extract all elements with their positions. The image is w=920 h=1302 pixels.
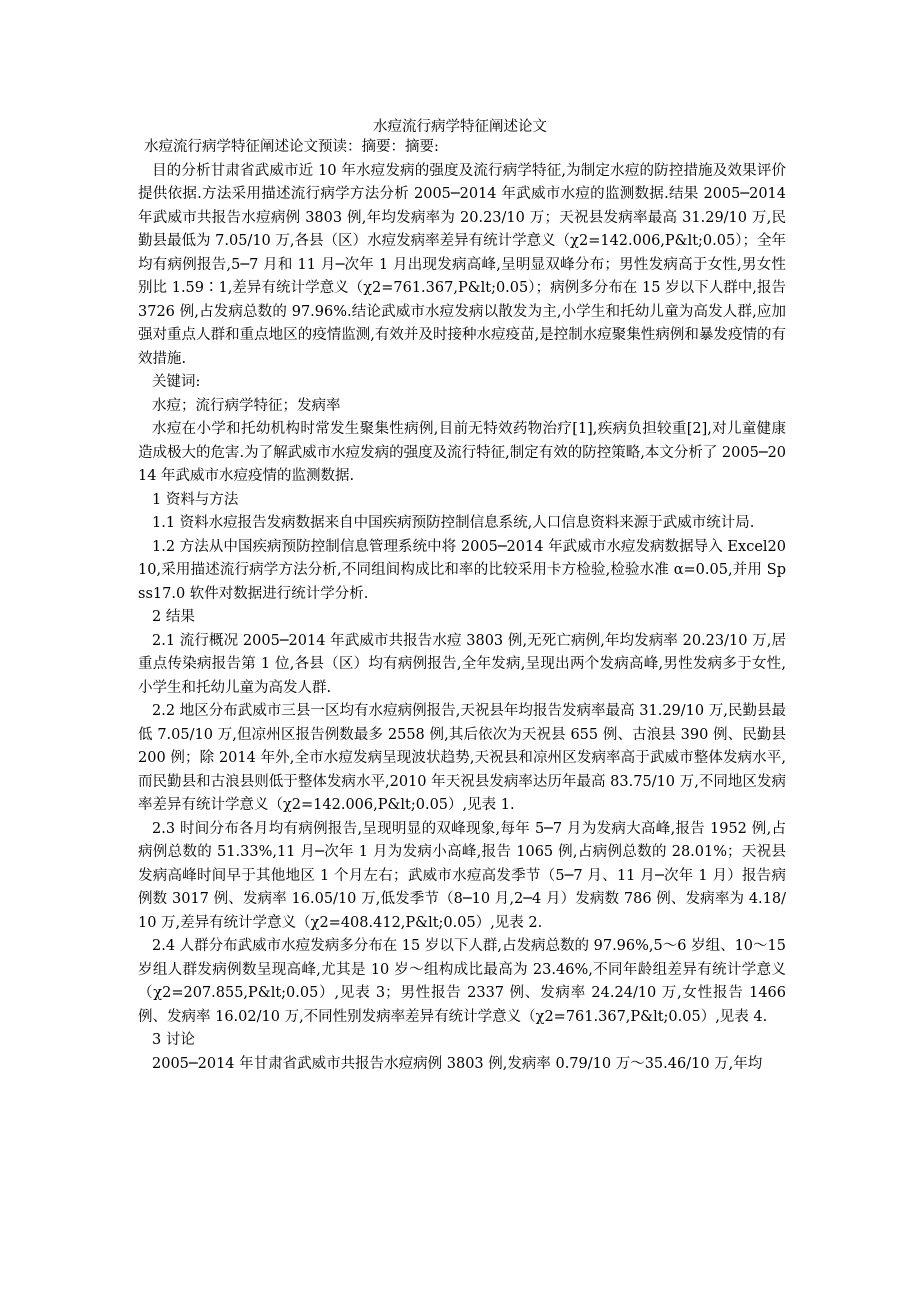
section-heading-methods: 1 资料与方法 — [152, 491, 239, 508]
keywords-list: 水痘；流行病学特征；发病率 — [152, 397, 341, 414]
preview-line: 水痘流行病学特征阐述论文预读：摘要：摘要: — [144, 139, 439, 155]
results-paragraph-3: 2.3 时间分布各月均有病例报告,呈现明显的双峰现象,每年 5─7 月为发病大高峰,报告 1952 例,占病例总数的 51.33%,11 月─次年 1 月为发病小高峰,报告 1065 例,占病例总数的 28.01%；天祝县发病高峰时间早于其他地区 1 个月左右；武威市水痘高发季节（5─7 月、11 月─次年 1 月）报告病例数 3017 例、发病率 16.05/10 万,低发季节（8─10 月,2─4 月）发病数 786 例、发病率为 4.18/10 万,差异有统计学意义（χ2=408.412,P&lt;0.05）,见表 2. — [138, 820, 786, 931]
results-paragraph-1: 2.1 流行概况 2005─2014 年武威市共报告水痘 3803 例,无死亡病例,年均发病率 20.23/10 万,居重点传染病报告第 1 位,各县（区）均有病例报告,全年发病,呈现出两个发病高峰,男性发病多于女性,小学生和托幼儿童为高发人群. — [138, 632, 786, 696]
document-title: 水痘流行病学特征阐述论文 — [373, 119, 547, 135]
section-heading-results: 2 结果 — [152, 609, 195, 625]
abstract-paragraph: 目的分析甘肃省武威市近 10 年水痘发病的强度及流行病学特征,为制定水痘的防控措施及效果评价提供依据.方法采用描述流行病学方法分析 2005─2014 年武威市水痘的监测数据.结果 2005─2014 年武威市共报告水痘病例 3803 例,年均发病率为 20.23/10 万；天祝县发病率最高 31.29/10 万,民勤县最低为 7.05/10 万,各县（区）水痘发病率差异有统计学意义（χ2=142.006,P&lt;0.05）；全年均有病例报告,5─7 月和 11 月─次年 1 月出现发病高峰,呈明显双峰分布；男性发病高于女性,男女性别比 1.59∶1,差异有统计学意义（χ2=761.367,P&lt;0.05）；病例多分布在 15 岁以下人群中,报告 3726 例,占发病总数的 97.96%.结论武威市水痘发病以散发为主,小学生和托幼儿童为高发人群,应加强对重点人群和重点地区的疫情监测,有效并及时接种水痘疫苗,是控制水痘聚集性病例和暴发疫情的有效措施. — [138, 162, 786, 367]
intro-paragraph: 水痘在小学和托幼机构时常发生聚集性病例,目前无特效药物治疗[1],疾病负担较重[2],对儿童健康造成极大的危害.为了解武威市水痘发病的强度及流行特征,制定有效的防控策略,本文分析了 2005─2014 年武威市水痘疫情的监测数据. — [138, 421, 787, 484]
methods-paragraph-2: 1.2 方法从中国疾病预防控制信息管理系统中将 2005─2014 年武威市水痘发病数据导入 Excel2010,采用描述流行病学方法分析,不同组间构成比和率的比较采用卡方检验,检验水准 α=0.05,并用 Spss17.0 软件对数据进行统计学分析. — [138, 538, 786, 602]
section-heading-discussion: 3 讨论 — [152, 1032, 195, 1048]
results-paragraph-2: 2.2 地区分布武威市三县一区均有水痘病例报告,天祝县年均报告发病率最高 31.29/10 万,民勤县最低 7.05/10 万,但凉州区报告例数最多 2558 例,其后依次为天祝县 655 例、古浪县 390 例、民勤县 200 例；除 2014 年外,全市水痘发病呈现波状趋势,天祝县和凉州区发病率高于武威市整体发病水平,而民勤县和古浪县则低于整体发病水平,2010 年天祝县发病率达历年最高 83.75/10 万,不同地区发病率差异有统计学意义（χ2=142.006,P&lt;0.05）,见表 1. — [138, 703, 786, 813]
methods-paragraph-1: 1.1 资料水痘报告发病数据来自中国疾病预防控制信息系统,人口信息资料来源于武威市统计局. — [152, 515, 755, 531]
keywords-heading: 关键词: — [152, 374, 201, 390]
discussion-paragraph-1: 2005─2014 年甘肃省武威市共报告水痘病例 3803 例,发病率 0.79/10 万～35.46/10 万,年均 — [152, 1055, 763, 1072]
results-paragraph-4: 2.4 人群分布武威市水痘发病多分布在 15 岁以下人群,占发病总数的 97.96%,5～6 岁组、10～15 岁组人群发病例数呈现高峰,尤其是 10 岁～组构成比最高为 23.46%,不同年龄组差异有统计学意义（χ2=207.855,P&lt;0.05）,见表 3；男性报告 2337 例、发病率 24.24/10 万,女性报告 1466 例、发病率 16.02/10 万,不同性别发病率差异有统计学意义（χ2=761.367,P&lt;0.05）,见表 4. — [138, 938, 786, 1025]
document-body — [138, 136, 786, 1076]
